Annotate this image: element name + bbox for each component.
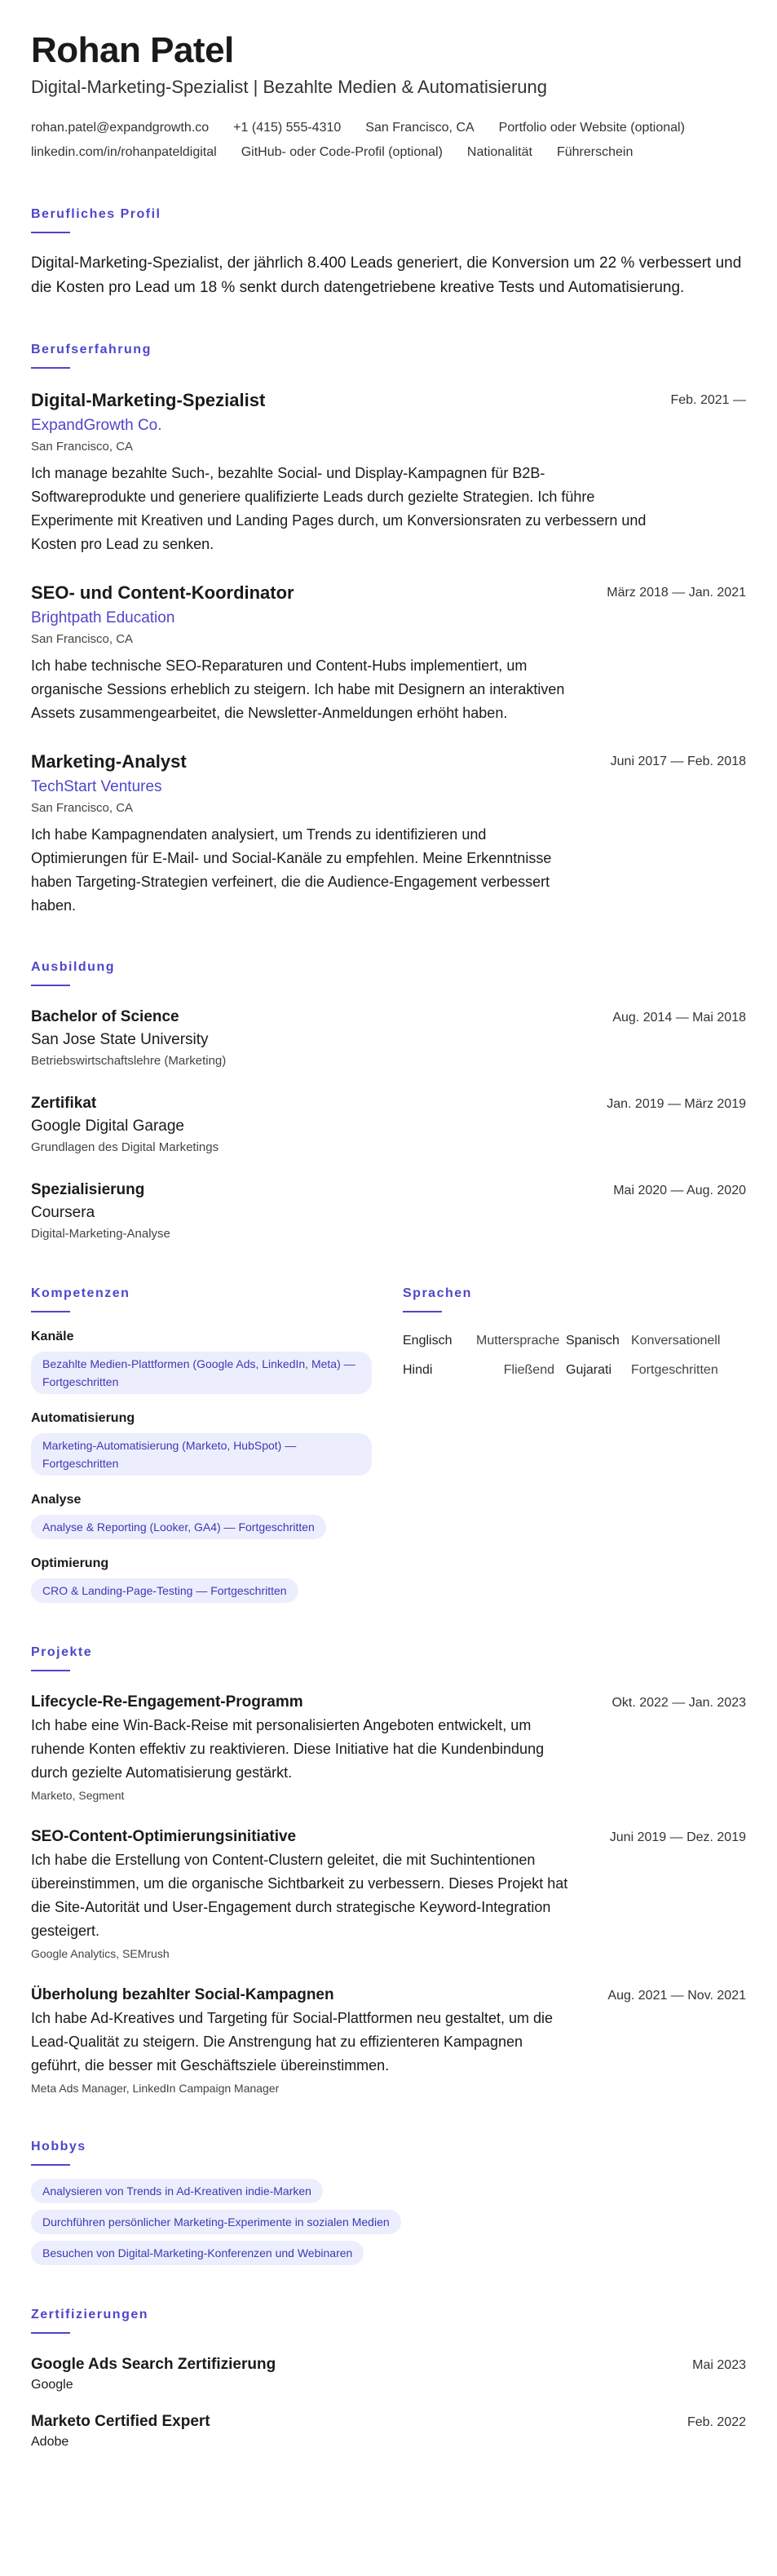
section-divider <box>403 1311 442 1312</box>
section-title: Projekte <box>31 1645 93 1659</box>
education-list <box>31 1006 746 1244</box>
section-divider <box>31 985 70 986</box>
project-tools: Google Analytics, SEMrush <box>31 1947 170 1960</box>
field-of-study: Grundlagen des Digital Marketings <box>31 1140 219 1154</box>
job-location: San Francisco, CA <box>31 801 134 815</box>
certification-entry <box>31 2410 746 2451</box>
project-description: Ich habe Ad-Kreatives und Targeting für Social-Plattformen neu gestaltet, um die Lead-Qualität zu steigern. Die Anstrengung hat zu effizienteren Kampagnen geführt, die besser mit Geschäftsziele übereinstimmen. <box>31 2010 554 2074</box>
certification-date: Feb. 2022 <box>686 2415 746 2429</box>
school-name: Coursera <box>31 1204 95 1221</box>
skills-languages-row <box>31 1285 746 1603</box>
project-title: SEO-Content-Optimierungsinitiative <box>31 1828 297 1845</box>
section-divider <box>31 2164 70 2166</box>
section-divider <box>31 232 70 233</box>
github-link[interactable]: GitHub- oder Code-Profil (optional) <box>241 145 443 159</box>
project-title: Lifecycle-Re-Engagement-Programm <box>31 1693 303 1711</box>
section-title: Berufliches Profil <box>31 207 161 221</box>
job-description: Ich manage bezahlte Such-, bezahlte Social- und Display-Kampagnen für B2B-Softwareprodukte und generiere qualifizierte Leads durch gezielte Strategien. Ich führe Experimente mit Kreativen und Landing Pages durch, um Konversionsraten zu verbessern und Kosten pro Lead zu senken. <box>31 465 647 552</box>
section-divider <box>31 1670 70 1671</box>
job-date: Feb. 2021 — <box>670 393 746 407</box>
certification-name: Google Ads Search Zertifizierung <box>31 2356 276 2373</box>
profile-summary: Digital-Marketing-Spezialist, der jährlich 8.400 Leads generiert, die Konversion um 22 % verbessert und die Kosten pro Lead um 18 % senkt durch datengetriebene kreative Tests und Automatisierung. <box>31 255 742 296</box>
degree-name: Zertifikat <box>31 1095 97 1112</box>
field-of-study: Digital-Marketing-Analyse <box>31 1227 170 1241</box>
project-description: Ich habe die Erstellung von Content-Clustern geleitet, die mit Suchintentionen übereinstimmen, um die organische Sichtbarkeit zu verbessern. Dieses Projekt hat die Site-Autorität und User-Engagement durch strategische Keyword-Integration gesteigert. <box>31 1852 568 1939</box>
skill-chip: Marketing-Automatisierung (Marketo, HubSpot) — Fortgeschritten <box>31 1433 372 1476</box>
project-tools: Marketo, Segment <box>31 1789 125 1802</box>
job-date: Juni 2017 — Feb. 2018 <box>610 755 746 768</box>
skill-category: Kanäle <box>31 1330 74 1343</box>
job-title: Digital-Marketing-Spezialist <box>31 390 266 410</box>
company-name: Brightpath Education <box>31 609 175 626</box>
job-entry <box>31 750 746 918</box>
contact-row-1 <box>31 116 746 140</box>
education-section <box>31 958 746 1244</box>
certification-entry <box>31 2353 746 2394</box>
project-date: Okt. 2022 — Jan. 2023 <box>611 1696 746 1710</box>
nationality-text: Nationalität <box>466 145 532 159</box>
skill-chip: CRO & Landing-Page-Testing — Fortgeschritten <box>31 1578 298 1603</box>
degree-name: Spezialisierung <box>31 1181 145 1198</box>
language-level: Fließend <box>503 1363 554 1377</box>
certification-list <box>31 2353 746 2451</box>
language-name: Gujarati <box>566 1363 612 1377</box>
candidate-name: Rohan Patel <box>31 30 234 70</box>
drivers-license-text: Führerschein <box>556 145 634 159</box>
company-name: ExpandGrowth Co. <box>31 417 162 434</box>
profile-section <box>31 206 746 300</box>
skill-category: Automatisierung <box>31 1411 135 1425</box>
contact-info <box>31 116 746 165</box>
certification-name: Marketo Certified Expert <box>31 2413 210 2430</box>
certification-issuer: Google <box>31 2378 73 2392</box>
section-title: Kompetenzen <box>31 1286 130 1300</box>
skills-section <box>31 1285 403 1603</box>
education-entry <box>31 1092 746 1157</box>
section-title: Berufserfahrung <box>31 343 152 356</box>
school-name: Google Digital Garage <box>31 1118 184 1135</box>
job-description: Ich habe technische SEO-Reparaturen und Content-Hubs implementiert, um organische Sessions erheblich zu steigern. Ich habe mit Designern an interaktiven Assets zusammengearbeitet, die Newsletter-Anmeldungen erhöht haben. <box>31 657 565 721</box>
language-name: Englisch <box>403 1334 453 1348</box>
language-name: Spanisch <box>566 1334 620 1348</box>
job-location: San Francisco, CA <box>31 632 134 646</box>
project-date: Aug. 2021 — Nov. 2021 <box>607 1989 746 2003</box>
school-name: San Jose State University <box>31 1031 209 1048</box>
section-title: Hobbys <box>31 2140 86 2153</box>
language-level: Fortgeschritten <box>631 1363 718 1377</box>
resume-header <box>31 28 746 165</box>
skill-chip: Bezahlte Medien-Plattformen (Google Ads, LinkedIn, Meta) — Fortgeschritten <box>31 1352 372 1394</box>
job-list <box>31 388 746 918</box>
project-description: Ich habe eine Win-Back-Reise mit personalisierten Angeboten entwickelt, um ruhende Konten effektiv zu reaktivieren. Diese Initiative hat die Kundenbindung durch gezielte Automatisierung gestärkt. <box>31 1717 545 1781</box>
language-level: Muttersprache <box>476 1334 560 1348</box>
hobbies-section <box>31 2138 746 2265</box>
section-divider <box>31 2332 70 2334</box>
job-entry <box>31 388 746 556</box>
certification-date: Mai 2023 <box>692 2358 746 2372</box>
certifications-section <box>31 2306 746 2451</box>
field-of-study: Betriebswirtschaftslehre (Marketing) <box>31 1054 227 1068</box>
company-name: TechStart Ventures <box>31 778 162 795</box>
project-title: Überholung bezahlter Social-Kampagnen <box>31 1986 334 2003</box>
education-entry <box>31 1179 746 1244</box>
job-description: Ich habe Kampagnendaten analysiert, um Trends zu identifizieren und Optimierungen für E-Mail- und Social-Kanäle zu empfehlen. Meine Erkenntnisse haben Targeting-Strategien verfeinert, die die Audience-Engagement verbessert haben. <box>31 826 552 914</box>
skill-category: Analyse <box>31 1493 82 1507</box>
section-title: Ausbildung <box>31 960 115 974</box>
email-link[interactable]: rohan.patel@expandgrowth.co <box>31 121 210 135</box>
language-list <box>403 1332 746 1379</box>
job-date: März 2018 — Jan. 2021 <box>607 586 746 600</box>
hobby-chip: Besuchen von Digital-Marketing-Konferenzen und Webinaren <box>31 2241 364 2265</box>
phone-number[interactable]: +1 (415) 555-4310 <box>233 121 342 135</box>
project-list <box>31 1691 746 2097</box>
portfolio-link[interactable]: Portfolio oder Website (optional) <box>498 121 685 135</box>
language-name: Hindi <box>403 1363 433 1377</box>
project-entry <box>31 1691 746 1804</box>
contact-row-2 <box>31 140 746 165</box>
skill-chip: Analyse & Reporting (Looker, GA4) — Fortgeschritten <box>31 1515 326 1539</box>
project-date: Juni 2019 — Dez. 2019 <box>609 1830 746 1844</box>
candidate-headline: Digital-Marketing-Spezialist | Bezahlte Medien & Automatisierung <box>31 77 548 97</box>
location-text: San Francisco, CA <box>365 121 475 135</box>
degree-name: Bachelor of Science <box>31 1008 179 1025</box>
language-level: Konversationell <box>631 1334 721 1348</box>
hobby-list <box>31 2179 746 2265</box>
education-date: Jan. 2019 — März 2019 <box>607 1097 746 1111</box>
section-title: Sprachen <box>403 1286 472 1300</box>
job-location: San Francisco, CA <box>31 440 134 454</box>
project-tools: Meta Ads Manager, LinkedIn Campaign Manager <box>31 2082 280 2095</box>
project-entry <box>31 1984 746 2097</box>
skill-category: Optimierung <box>31 1556 109 1570</box>
job-entry <box>31 581 746 725</box>
hobby-chip: Durchführen persönlicher Marketing-Experimente in sozialen Medien <box>31 2210 401 2234</box>
projects-section <box>31 1644 746 2097</box>
job-title: SEO- und Content-Koordinator <box>31 582 294 603</box>
education-entry <box>31 1006 746 1071</box>
job-title: Marketing-Analyst <box>31 751 187 772</box>
section-title: Zertifizierungen <box>31 2308 149 2321</box>
hobby-chip: Analysieren von Trends in Ad-Kreativen indie-Marken <box>31 2179 323 2203</box>
section-divider <box>31 1311 70 1312</box>
linkedin-link[interactable]: linkedin.com/in/rohanpateldigital <box>31 145 217 159</box>
experience-section <box>31 341 746 918</box>
education-date: Mai 2020 — Aug. 2020 <box>613 1184 746 1197</box>
languages-section <box>403 1285 746 1603</box>
project-entry <box>31 1826 746 1963</box>
education-date: Aug. 2014 — Mai 2018 <box>612 1011 746 1025</box>
certification-issuer: Adobe <box>31 2435 69 2449</box>
section-divider <box>31 367 70 369</box>
